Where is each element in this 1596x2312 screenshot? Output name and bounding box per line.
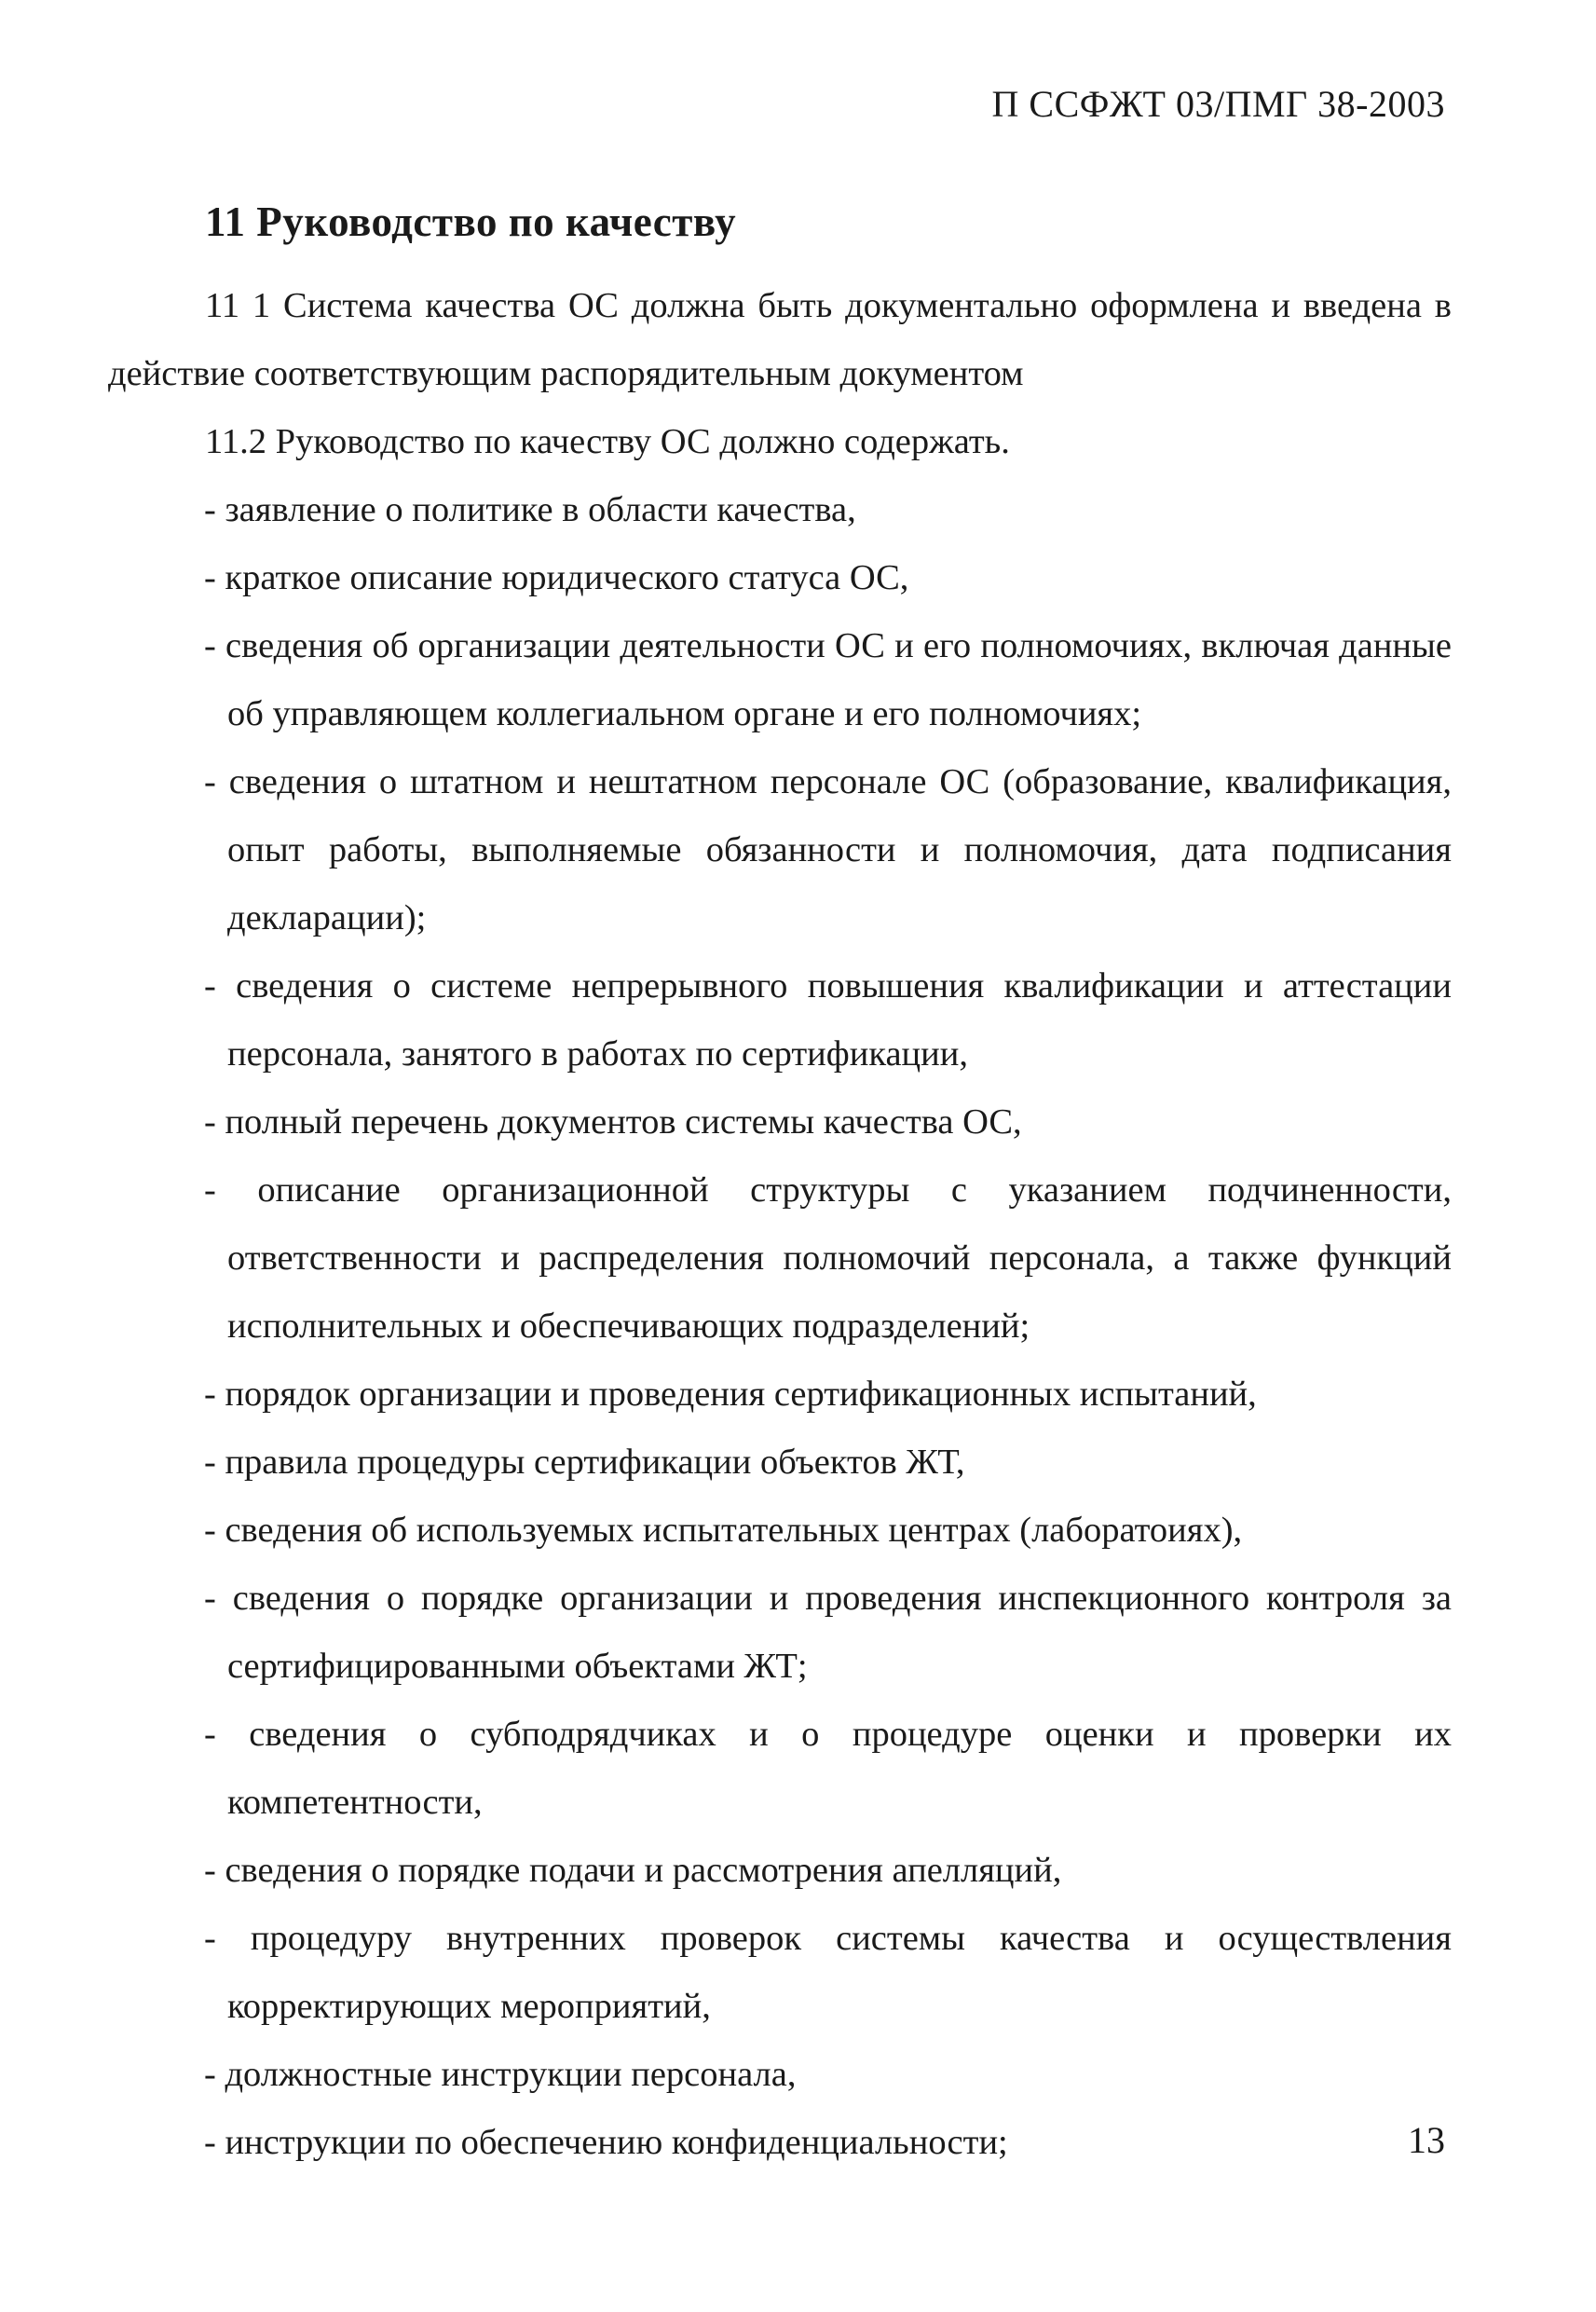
list-item: - заявление о политике в области качества, [204,490,856,529]
list-item: - сведения о порядке организации и проведения инспекционного контроля за сертифицированными объектами ЖТ; [204,1579,1452,1686]
list-item: - процедуру внутренних проверок системы качества и осуществления корректирующих мероприятий, [204,1919,1452,2026]
list-item: - сведения о субподрядчиках и о процедуре оценки и проверки их компетентности, [204,1715,1452,1822]
section-body [108,272,1452,2177]
list-item: - инструкции по обеспечению конфиденциальности; [204,2123,1008,2162]
list-item: - сведения об организации деятельности ОС и его полномочиях, включая данные об управляющем коллегиальном органе и его полномочиях; [204,626,1452,733]
requirements-list [108,476,1452,2177]
document-code: П ССФЖТ 03/ПМГ 38-2003 [991,83,1445,125]
list-item: - сведения о штатном и нештатном персонале ОС (образование, квалификация, опыт работы, выполняемые обязанности и полномочия, дата подписания декларации); [204,762,1452,937]
section-title: 11 Руководство по качеству [205,198,737,245]
list-item: - сведения о порядке подачи и рассмотрения апелляций, [204,1851,1062,1890]
list-item: - краткое описание юридического статуса ОС, [204,558,909,597]
list-item: - должностные инструкции персонала, [204,2055,797,2094]
page-number: 13 [1408,2119,1445,2161]
list-item: - порядок организации и проведения сертификационных испытаний, [204,1375,1257,1414]
list-item: - сведения об используемых испытательных центрах (лаборатоиях), [204,1511,1243,1550]
paragraph-11-1: 11 1 Система качества ОС должна быть документально оформлена и введена в действие соответствующим распорядительным документом [108,286,1452,393]
list-item: - сведения о системе непрерывного повышения квалификации и аттестации персонала, занятого в работах по сертификации, [204,966,1452,1074]
list-item: - описание организационной структуры с указанием подчиненности, ответственности и распределения полномочий персонала, а также функций исполнительных и обеспечивающих подразделений; [204,1170,1452,1346]
paragraph-11-2: 11.2 Руководство по качеству ОС должно содержать. [205,422,1010,461]
list-item: - правила процедуры сертификации объектов ЖТ, [204,1443,965,1482]
list-item: - полный перечень документов системы качества ОС, [204,1102,1022,1142]
